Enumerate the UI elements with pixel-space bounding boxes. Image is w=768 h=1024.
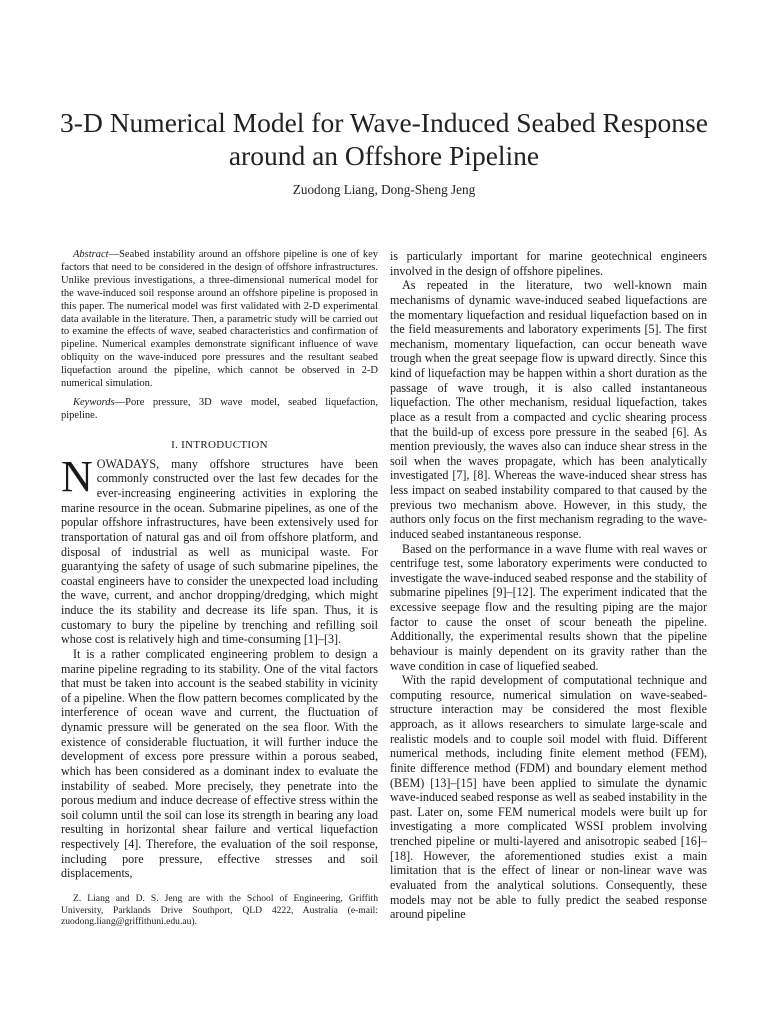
keywords-label: Keywords	[73, 396, 115, 408]
section-number: I. I	[171, 438, 186, 451]
right-paragraph-2: As repeated in the literature, two well-known main mechanisms of dynamic wave-induced seabed liquefactions are the momentary liquefaction and residual liquefaction based on in the field measurements and laboratory experiments [5]. The first mechanism, momentary liquefaction, can occur beneath wave trough when the great seepage flow is upward directly. Since this kind of liquefaction may be happen within a short duration as the passage of wave trough, it is also called instantaneous liquefaction. The other mechanism, residual liquefaction, takes place as a result from a compacted and cyclic shearing process that the build-up of excess pore pressure in the seabed [6]. As mention previously, the waves also can induce shear stress in the soil when the waves propagate, which has been analytically investigated [7], [8]. Whereas the wave-induced shear stress has less impact on seabed instability compared to that caused by the previous two mechanism above. However, in this study, the authors only focus on the first mechanism regrading to the wave-induced seabed instantaneous response.	[390, 278, 707, 541]
keywords	[61, 397, 378, 423]
author-footnote: Z. Liang and D. S. Jeng are with the School of Engineering, Griffith University, Parklands Drive Southport, QLD 4222, Australia (e-mail: zuodong.liang@griffithuni.edu.au).	[61, 893, 378, 928]
intro-paragraph-1-text: many offshore structures have been commonly constructed over the last few decades for the ever-increasing engineering activities in exploring the marine resource in the ocean. Submarine pipelines, as one of the popular offshore infrastructures, have been extensively used for transportation of natural gas and oil from offshore platform, and disposal of industrial as well as municipal waste. For guarantying the safety of usage of such submarine pipelines, the coastal engineers have to consider the unexpected load including the wave, current, and anchor dropping/dredging, which might induce the its stability and decrease its life span. Thus, it is customary to bury the pipeline by trenching and refilling soil whose cost is relatively high and time-consuming [1]–[3].	[61, 456, 378, 647]
abstract	[61, 249, 378, 391]
right-paragraph-4: With the rapid development of computational technique and computing resource, numerical simulation on wave-seabed-structure interaction may be considered the most flexible approach, as it allows researchers to simulate large-scale and realistic models and to couple soil model with fluid. Different numerical methods, including finite element method (FEM), finite difference method (FDM) and boundary element method (BEM) [13]–[15] have been applied to simulate the dynamic wave-induced seabed response as well as seabed instability in the past. Later on, some FEM numerical models were built up for investigating a more complicated WSSI problem involving trenched pipeline or multi-layered and anisotropic seabed [16]–[18]. However, the aforementioned studies exist a main limitation that is the effect of linear or non-linear wave was evaluated from the analytical solutions. Consequently, these models may not be able to fully predict the seabed response around pipeline	[390, 673, 707, 922]
intro-first-word: OWADAYS,	[96, 456, 160, 471]
paper-authors: Zuodong Liang, Dong-Sheng Jeng	[292, 182, 476, 197]
left-column	[61, 249, 378, 881]
right-paragraph-3: Based on the performance in a wave flume with real waves or centrifuge test, some laboratory experiments were conducted to investigate the wave-induced seabed response and the stability of submarine pipelines [9]–[12]. The experiment indicated that the excessive seepage flow and the resulting piping are the major factor to cause the onset of scour beneath the pipeline. Additionally, the experimental results shown that the pipeline behaviour is mainly dependent on its gravity rather than the wave condition in case of liquefied seabed.	[390, 541, 707, 673]
paper-title: 3-D Numerical Model for Wave-Induced Seabed Response around an Offshore Pipeline	[60, 107, 708, 171]
right-column	[390, 249, 707, 922]
section-heading-introduction	[61, 439, 378, 451]
abstract-text: —Seabed instability around an offshore pipeline is one of key factors that need to be considered in the design of offshore infrastructures. Unlike previous investigations, a three-dimensional numerical model for the wave-induced soil response around an offshore pipeline is proposed in this paper. The numerical model was first validated with 2-D experimental data available in the literature. Then, a parametric study will be carried out to examine the effects of wave, seabed characteristics and confirmation of pipeline. Numerical examples demonstrate significant influence of wave obliquity on the wave-induced pore pressures and the resultant seabed liquefaction around the pipeline, which cannot be observed in 2-D numerical simulation.	[61, 249, 378, 390]
intro-paragraph-2: It is a rather complicated engineering problem to design a marine pipeline regrading to its stability. One of the vital factors that must be taken into account is the seabed stability in vicinity of a pipeline. When the flow pattern becomes complicated by the interference of ocean wave and current, the fluctuation of dynamic pressure will be generated on the sea floor. With the existence of considerable fluctuation, it will further induce the development of excess pore pressure within a porous seabed, which has been considered as a dominant index to evaluate the instability of seabed. More precisely, they penetrate into the porous medium and induce decrease of effective stress within the soil column until the soil can lose its strength in bearing any load resulting in horizontal shear failure and vertical liquefaction respectively [4]. Therefore, the evaluation of the soil response, including pore pressure, effective stresses and soil displacements,	[61, 646, 378, 881]
dropcap-letter: N	[61, 451, 93, 501]
intro-paragraph-1	[61, 451, 378, 647]
keywords-text: —Pore pressure, 3D wave model, seabed liquefaction, pipeline.	[61, 396, 378, 421]
right-paragraph-1: is particularly important for marine geotechnical engineers involved in the design of offshore pipelines.	[390, 249, 707, 278]
section-title: NTRODUCTION	[185, 438, 268, 451]
abstract-label: Abstract	[73, 249, 109, 260]
